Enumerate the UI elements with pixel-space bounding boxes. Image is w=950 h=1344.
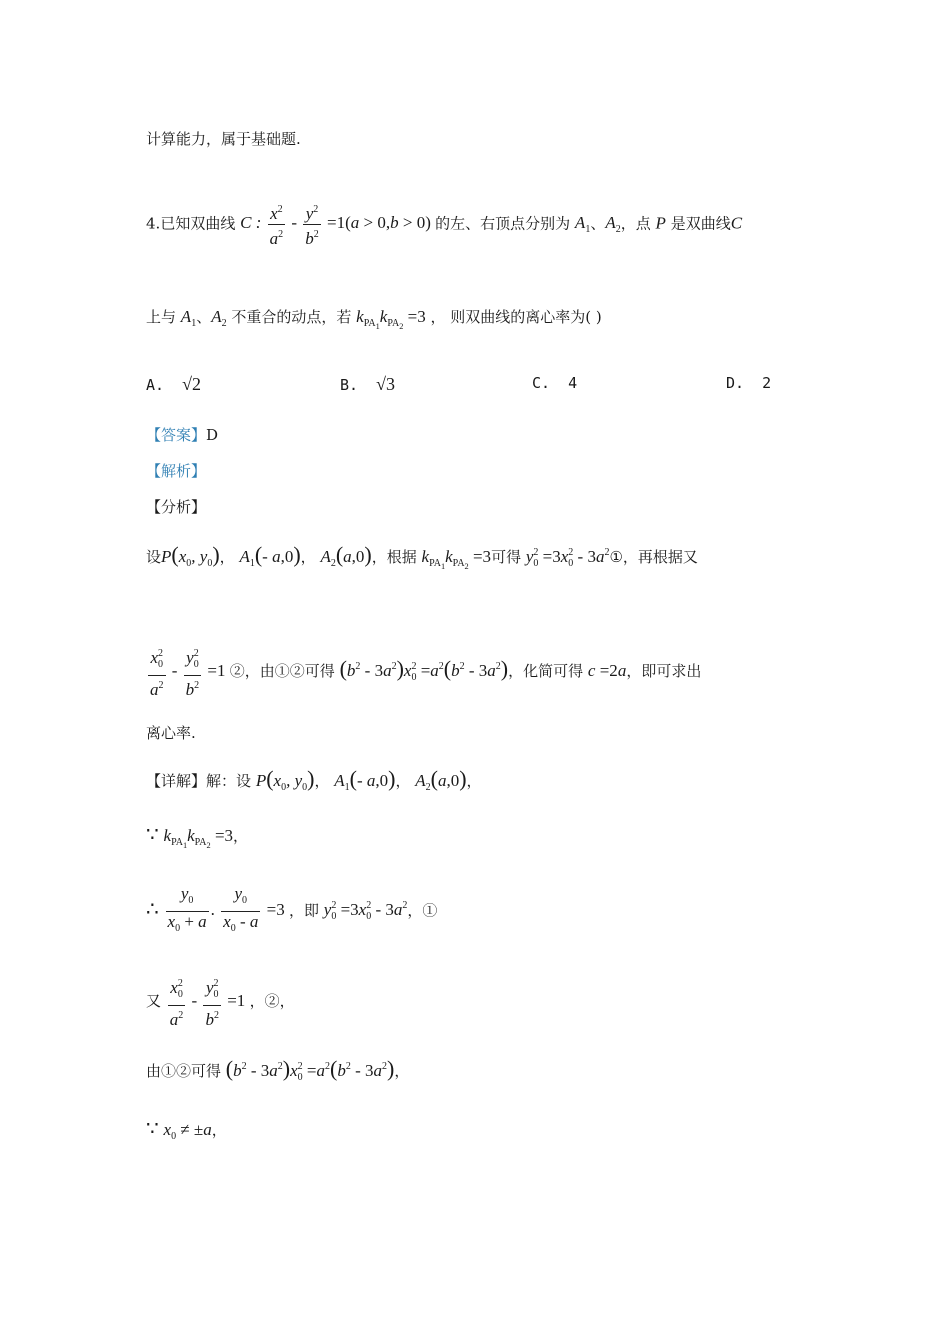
fenxi-line-2: $\frac{x_0^2}{a^2}$ - $\frac{y_0^2}{b^2}$ =1 ②，由①②可得 $(b^2 - 3a^2)x_0^2 =a^2(b^2 - 3a^2)$，化简可得 c =2a，即可求出 (146, 644, 701, 700)
detail-line-4: 又 $\frac{x_0^2}{a^2}$ - $\frac{y_0^2}{b^2}$ =1 ，②， (146, 974, 295, 1030)
choice-c: C. 4 (532, 374, 578, 392)
answer-value: D (206, 426, 219, 444)
detail-line-3: ∴ $\frac{y_0}{x_0 + a}$ . $\frac{y_0}{x_0 - a}$ =3 ，即 $y_0^2 =3x_0^2 - 3a^2$，① (146, 884, 438, 934)
text-line (146, 128, 301, 150)
choice-d: D. 2 (726, 374, 772, 392)
choice-a: A. √2 (146, 374, 202, 394)
because-symbol: ∵ (146, 824, 159, 846)
detail-line-6: ∵ $x_0 \ne \pm a$， (146, 1118, 227, 1142)
detail-line-2: ∵ $k_{PA_1}k_{PA_2} =3$， (146, 824, 249, 850)
answer-line (146, 424, 218, 446)
question-line-2: 上与 $A_1$、$A_2$ 不重合的动点，若 $k_{PA_1}k_{PA_2} =3$ ， 则双曲线的离心率为( ) (146, 307, 602, 331)
text-top: 计算能力，属于基础题. (146, 130, 301, 148)
analysis-tag: 【解析】 (146, 462, 207, 480)
answer-tag: 【答案】 (146, 426, 207, 444)
math-hyperbola: C : $\frac{x^2}{a^2}$ - $\frac{y^2}{b^2}$ =1(a > 0,b > 0) (240, 213, 435, 232)
detail-line-5: 由①②可得 $(b^2 - 3a^2)x_0^2 =a^2(b^2 - 3a^2)$， (146, 1056, 410, 1083)
question-number: 4. (146, 214, 161, 233)
question-line-1: 4.已知双曲线 C : $\frac{x^2}{a^2}$ - $\frac{y^2}{b^2}$ =1(a > 0,b > 0) 的左、右顶点分别为 $A_1$、$A_2$，点 P 是双曲线C (146, 200, 742, 249)
detail-line-1: 【详解】解：设 $P(x_0$, $y_0$)， $A_1(-$ a,0)， $A_2(a,0)$， (146, 766, 482, 793)
fenxi-tag: 【分析】 (146, 498, 207, 516)
therefore-symbol: ∴ (146, 898, 159, 921)
fenxi-line-1: 设$P(x_0$, $y_0$)， $A_1(-$ a,0)， $A_2(a,0)$，根据 $k_{PA_1}k_{PA_2} =3$可得 $y_0^2 =3x_0^2$ - $3a^2①$，再根据又 (146, 542, 698, 571)
because-symbol: ∵ (146, 1118, 159, 1140)
choice-b: B. √3 (340, 374, 396, 394)
fenxi-end: 离心率. (146, 724, 196, 742)
